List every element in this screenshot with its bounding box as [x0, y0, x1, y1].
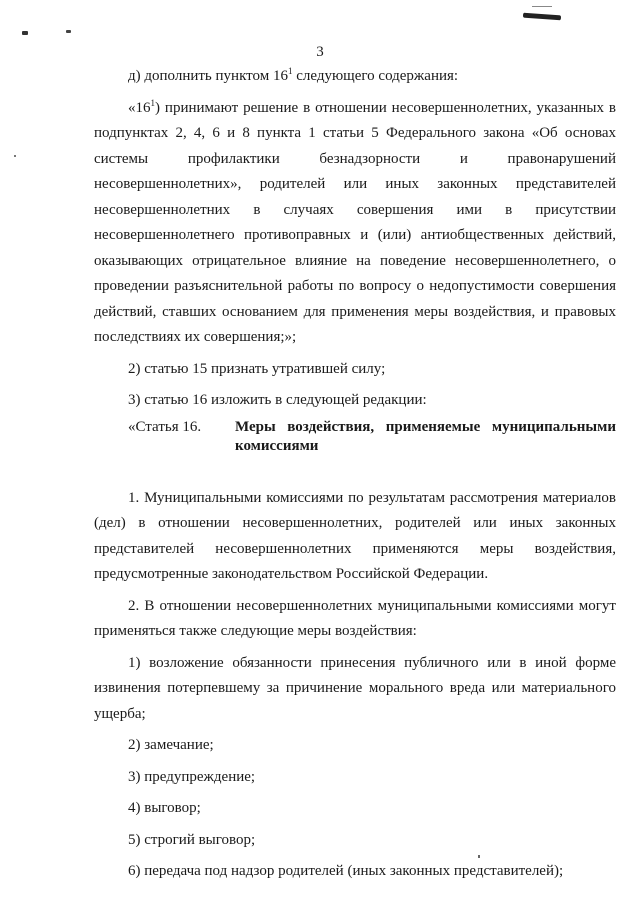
paragraph-clause-1: 1. Муниципальными комиссиями по результатам рассмотрения материалов (дел) в отношении несовершеннолетних, родителей или иных законных представителей несовершеннолетних применяются меры воздействия, предусмотренные законодательством Российской Федерации.	[94, 489, 616, 582]
list-item: 6) передача под надзор родителей (иных законных представителей);	[128, 863, 564, 879]
document-body	[94, 64, 616, 885]
paragraph-clause-2: 2. В отношении несовершеннолетних муниципальными комиссиями могут применяться также следующие меры воздействия:	[94, 597, 616, 639]
list-item: 3) предупреждение;	[128, 768, 256, 785]
scan-artifact	[14, 155, 16, 157]
scan-artifact	[22, 31, 28, 35]
scan-artifact	[532, 6, 552, 7]
paragraph-point-16-1: «$16^1$) принимают решение в отношении несовершеннолетних, указанных в подпунктах 2, 4, 6 и 8 пункта 1 статьи 5 Федерального закона «Об основах системы профилактики безнадзорности и правонарушений несовершеннолетних», родителей или иных законных представителей несовершеннолетних в случаях совершения ими в присутствии несовершеннолетнего противоправных и (или) антиобщественных действий, оказывающих отрицательное влияние на поведение несовершеннолетнего, о проведении разъяснительной работы по вопросу о недопустимости совершения действий, ставших основанием для применения меры воздействия, и правовых последствиях их совершения;»;	[94, 97, 616, 345]
list-item: 1) возложение обязанности принесения публичного или в иной форме извинения потерпевшему за причинение морального вреда или материального ущерба;	[94, 654, 616, 722]
list-item: 2) замечание;	[128, 737, 214, 753]
paragraph-amendment-d: д) дополнить пунктом $16^1$ следующего содержания:	[128, 66, 459, 84]
scan-artifact	[523, 13, 561, 21]
paragraph-article-15: 2) статью 15 признать утратившей силу;	[128, 360, 386, 377]
list-item: 5) строгий выговор;	[128, 831, 256, 848]
article-title: Меры воздействия, применяемые муниципальными комиссиями	[235, 418, 616, 454]
article-heading	[94, 418, 616, 456]
scan-artifact	[66, 30, 71, 33]
list-item: 4) выговор;	[128, 800, 201, 816]
page-number: 3	[316, 44, 324, 60]
article-number: «Статья 16.	[128, 418, 202, 435]
paragraph-article-16: 3) статью 16 изложить в следующей редакции:	[128, 392, 427, 408]
